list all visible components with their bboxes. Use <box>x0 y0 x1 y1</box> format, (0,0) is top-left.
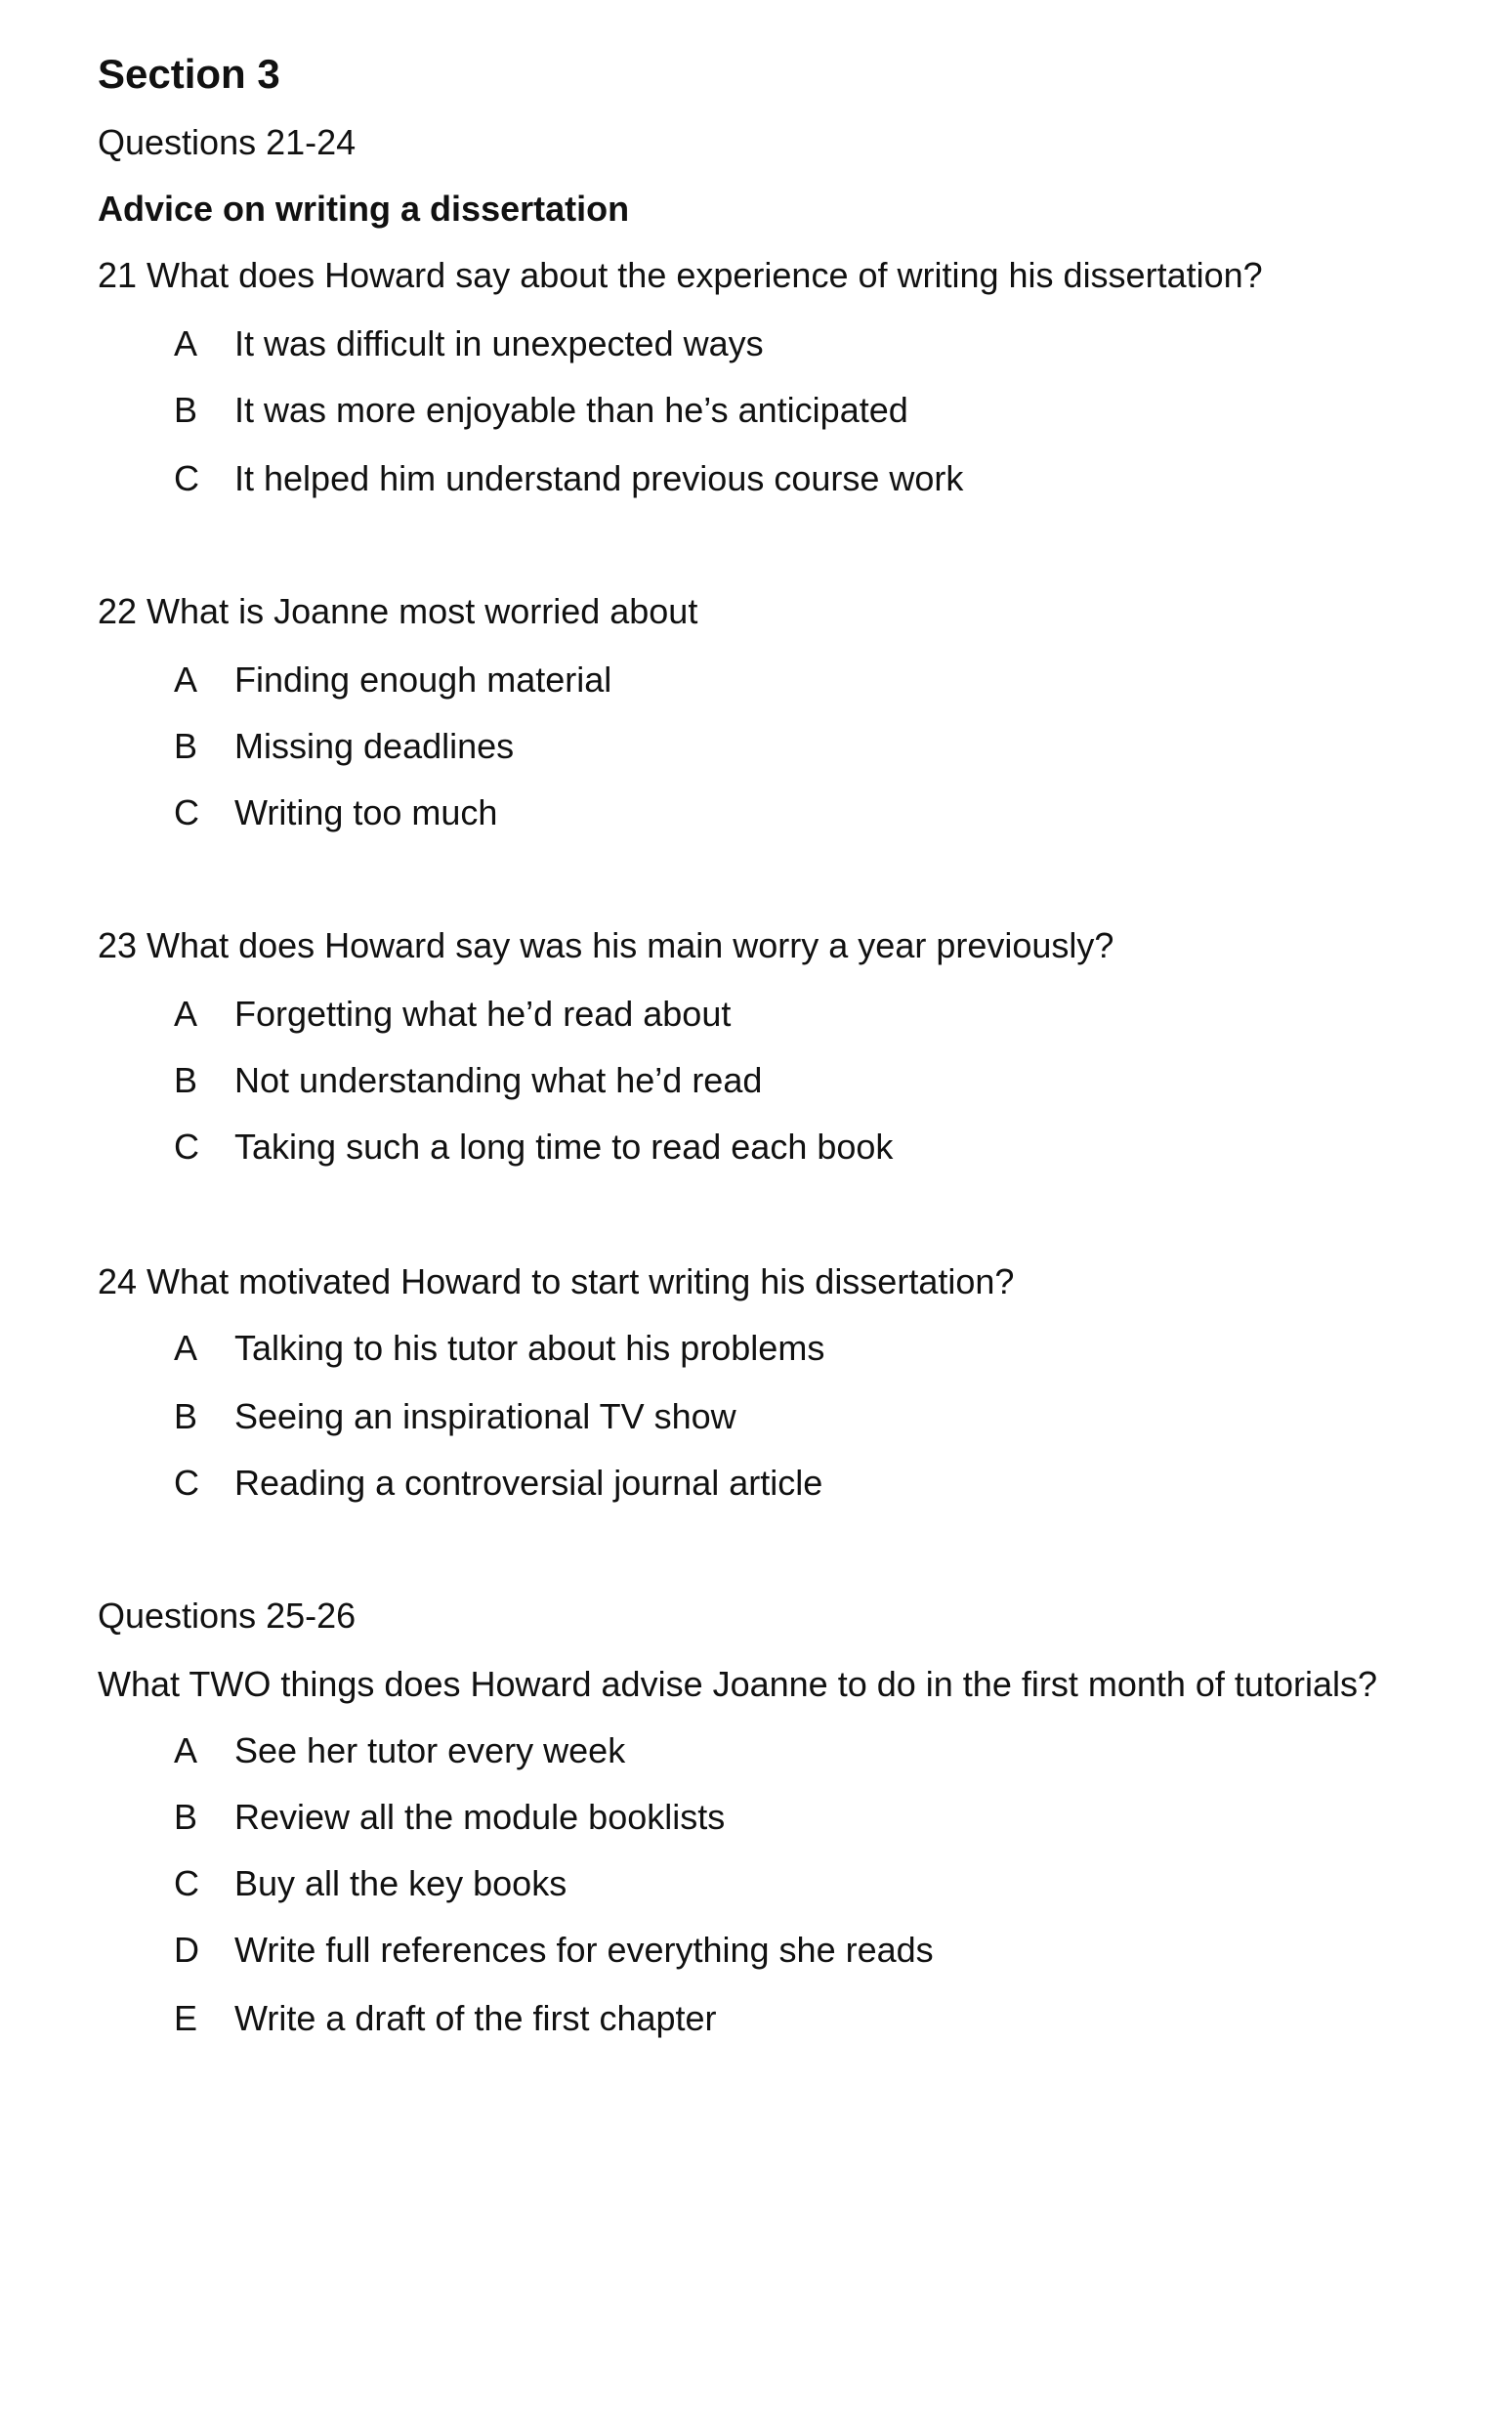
question-22-option-b <box>174 725 514 768</box>
option-letter: B <box>174 1060 198 1100</box>
option-letter: D <box>174 1930 199 1970</box>
option-text: Seeing an inspirational TV show <box>234 1396 736 1436</box>
question-24: 24 What motivated Howard to start writing his dissertation? <box>98 1261 1015 1301</box>
option-letter: A <box>174 323 198 363</box>
option-letter: C <box>174 792 199 832</box>
option-letter: C <box>174 1127 199 1167</box>
option-text: Not understanding what he’d read <box>234 1060 763 1100</box>
option-text: Write full references for everything she reads <box>234 1930 934 1970</box>
option-letter: B <box>174 1396 198 1436</box>
option-letter: A <box>174 660 198 700</box>
questions-range-label-2: Questions 25-26 <box>98 1596 357 1636</box>
option-letter: C <box>174 1463 199 1503</box>
option-letter: C <box>174 458 199 498</box>
option-letter: A <box>174 994 198 1034</box>
question-22-option-c <box>174 791 497 834</box>
questions-range-label: Questions 21-24 <box>98 122 357 162</box>
question-25-26-option-b <box>174 1796 725 1839</box>
option-letter: B <box>174 726 198 766</box>
question-21-option-a <box>174 322 764 365</box>
option-text: Reading a controversial journal article <box>234 1463 823 1503</box>
option-letter: C <box>174 1863 199 1903</box>
question-24-option-c <box>174 1462 822 1505</box>
question-21-option-c <box>174 457 963 500</box>
option-text: It was more enjoyable than he’s anticipated <box>234 390 908 430</box>
question-25-26-option-d <box>174 1929 934 1972</box>
option-text: Taking such a long time to read each book <box>234 1127 894 1167</box>
question-22-option-a <box>174 659 611 702</box>
option-text: Finding enough material <box>234 660 612 700</box>
question-21: 21 What does Howard say about the experience of writing his dissertation? <box>98 255 1263 295</box>
question-22: 22 What is Joanne most worried about <box>98 591 698 631</box>
question-24-option-b <box>174 1395 736 1438</box>
question-25-26-option-c <box>174 1862 567 1905</box>
option-letter: E <box>174 1998 198 2038</box>
question-25-26-option-a <box>174 1729 625 1772</box>
option-letter: A <box>174 1730 198 1770</box>
option-text: Forgetting what he’d read about <box>234 994 732 1034</box>
question-23-option-c <box>174 1126 893 1169</box>
option-text: Write a draft of the first chapter <box>234 1998 717 2038</box>
option-text: See her tutor every week <box>234 1730 626 1770</box>
option-text: It helped him understand previous course work <box>234 458 964 498</box>
question-23: 23 What does Howard say was his main worry a year previously? <box>98 925 1114 965</box>
question-25-26-option-e <box>174 1997 717 2040</box>
option-text: Missing deadlines <box>234 726 515 766</box>
question-21-option-b <box>174 389 908 432</box>
question-25-26-prompt: What TWO things does Howard advise Joanne to do in the first month of tutorials? <box>98 1664 1377 1704</box>
option-letter: B <box>174 1797 198 1837</box>
option-text: Review all the module booklists <box>234 1797 726 1837</box>
question-23-option-b <box>174 1059 762 1102</box>
question-24-option-a <box>174 1327 824 1370</box>
question-23-option-a <box>174 993 731 1036</box>
topic-heading: Advice on writing a dissertation <box>98 189 630 229</box>
option-text: Writing too much <box>234 792 498 832</box>
option-text: Talking to his tutor about his problems <box>234 1328 825 1368</box>
option-letter: A <box>174 1328 198 1368</box>
section-title: Section 3 <box>98 51 280 97</box>
option-text: Buy all the key books <box>234 1863 567 1903</box>
option-letter: B <box>174 390 198 430</box>
option-text: It was difficult in unexpected ways <box>234 323 764 363</box>
